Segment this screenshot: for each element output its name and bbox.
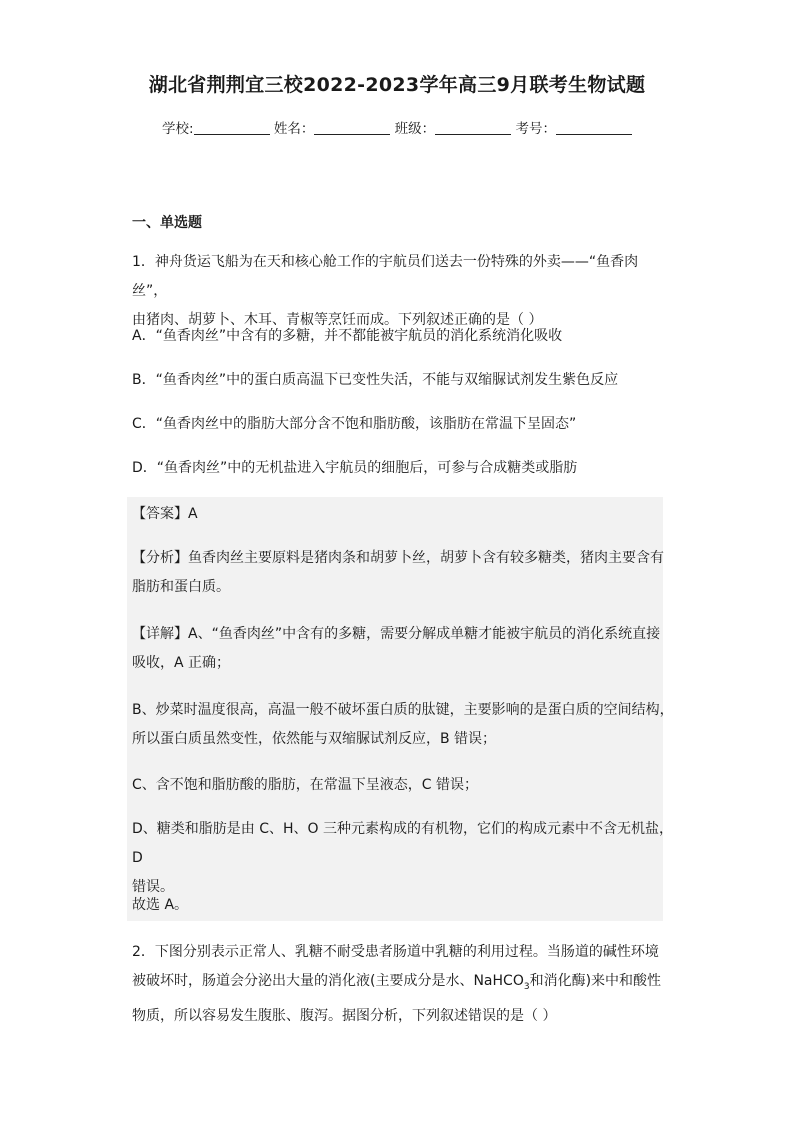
question-1-stem-line: 1．神舟货运飞船为在天和核心舱工作的宇航员们送去一份特殊的外卖——“鱼香肉丝”， [132,254,639,299]
detail-line: 所以蛋白质虽然变性，依然能与双缩脲试剂反应，B 错误； [132,731,497,747]
detail-line: B、炒菜时温度很高，高温一般不破坏蛋白质的肽键，主要影响的是蛋白质的空间结构， [132,702,674,718]
analysis-line: 脂肪和蛋白质。 [132,579,230,595]
question-1-stem-line: 由猪肉、胡萝卜、木耳、青椒等烹饪而成。下列叙述正确的是（ ） [132,312,543,328]
question-1-detail-c: C、含不饱和脂肪酸的脂肪，在常温下呈液态，C 错误； [132,777,478,793]
detail-line: 吸收，A 正确； [132,655,231,671]
analysis-line: 【分析】鱼香肉丝主要原料是猪肉条和胡萝卜丝，胡萝卜含有较多糖类，猪肉主要含有 [132,550,664,566]
detail-line: 错误。 [132,879,174,895]
exam-number-blank[interactable] [556,120,632,135]
question-2-line-part: 被破坏时，肠道会分泌出大量的消化液(主要成分是水、NaHCO [132,973,524,989]
page-title: 湖北省荆荆宜三校2022-2023学年高三9月联考生物试题 [148,74,646,96]
subscript: 3 [523,981,530,992]
question-1-answer: 【答案】A [132,506,198,522]
question-2-stem [132,938,672,1031]
student-info-line [0,117,794,137]
question-2-line-part: 和消化酶)来中和酸性 [529,973,662,989]
question-2-line: 物质，所以容易发生腹胀、腹泻。据图分析，下列叙述错误的是（ ） [132,1007,557,1024]
detail-line: 【详解】A、“鱼香肉丝”中含有的多糖，需要分解成单糖才能被宇航员的消化系统直接 [132,626,661,642]
detail-line: D、糖类和脂肪是由 C、H、O 三种元素构成的有机物，它们的构成元素中不含无机盐，D [132,821,674,866]
question-1-option-a: A．“鱼香肉丝”中含有的多糖，并不都能被宇航员的消化系统消化吸收 [132,328,563,344]
question-2-line: 2．下图分别表示正常人、乳糖不耐受患者肠道中乳糖的利用过程。当肠道的碱性环境 [132,944,659,960]
section-heading: 一、单选题 [132,215,202,231]
question-1-detail-a [132,620,680,678]
question-2-line [132,967,672,1002]
question-1-detail-b [132,696,680,754]
class-blank[interactable] [435,120,511,135]
class-label: 班级： [394,121,436,137]
school-blank[interactable] [194,120,270,135]
question-1-option-c: C．“鱼香肉丝中的脂肪大部分含不饱和脂肪酸，该脂肪在常温下呈固态” [132,416,577,432]
question-1-option-b: B．“鱼香肉丝”中的蛋白质高温下已变性失活，不能与双缩脲试剂发生紫色反应 [132,372,619,388]
name-blank[interactable] [314,120,390,135]
school-label: 学校: [162,121,194,137]
exam-number-label: 考号： [515,121,556,137]
question-1-analysis [132,544,680,602]
question-1-detail-d [132,815,680,902]
question-1-option-d: D．“鱼香肉丝”中的无机盐进入宇航员的细胞后，可参与合成糖类或脂肪 [132,460,578,476]
question-1-conclusion: 故选 A。 [132,897,189,913]
name-label: 姓名： [273,121,315,137]
